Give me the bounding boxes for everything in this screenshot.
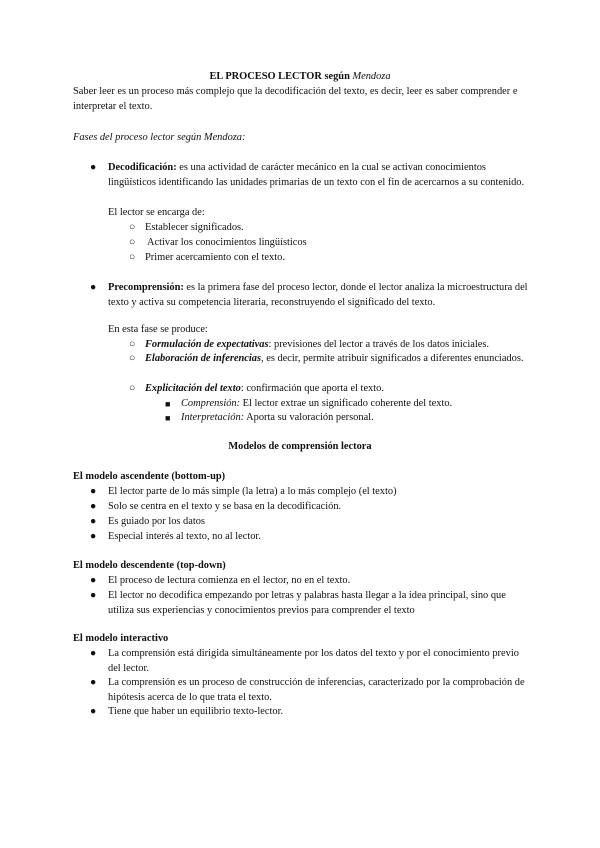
item-label: Elaboración de inferencias (145, 353, 262, 364)
bullet-icon: ● (90, 575, 97, 586)
circle-bullet-icon: ○ (129, 339, 136, 350)
circle-bullet-icon: ○ (129, 353, 136, 364)
intro-paragraph: Saber leer es un proceso más complejo que la decodificación del texto, es decir, leer es saber comprender e interpretar el texto. (73, 86, 518, 112)
list-item: Establecer significados. (145, 222, 244, 233)
descendente-heading: El modelo descendente (top-down) (73, 560, 226, 571)
item-text: : previsiones del lector a través de los datos iniciales. (268, 339, 489, 350)
list-item: Primer acercamiento con el texto. (145, 252, 285, 263)
decodificacion-lead: El lector se encarga de: (108, 207, 205, 218)
subitem-text: El lector extrae un significado coherente del texto. (240, 398, 453, 409)
square-bullet-icon: ■ (165, 399, 171, 409)
bullet-icon: ● (90, 648, 97, 659)
list-item: El lector no decodifica empezando por letras y palabras hasta llegar a la idea principal, sino que utiliza sus experiencias y conocimientos previos para comprender el texto (108, 590, 506, 616)
list-item (145, 351, 525, 366)
item-label: Explicitación del texto (145, 383, 241, 394)
title-italic: Mendoza (352, 71, 391, 82)
circle-bullet-icon: ○ (129, 383, 136, 394)
precomprension-label: Precomprensión: (108, 282, 184, 293)
list-item: El lector parte de lo más simple (la letra) a lo más complejo (el texto) (108, 486, 397, 497)
circle-bullet-icon: ○ (129, 237, 136, 248)
item-text: , es decir, permite atribuir significados a diferentes enunciados. (261, 353, 524, 364)
subitem-text: Aporta su valoración personal. (244, 412, 374, 423)
bullet-icon: ● (90, 486, 97, 497)
bullet-icon: ● (90, 677, 97, 688)
list-item: Tiene que haber un equilibrio texto-lector. (108, 706, 284, 717)
sub-list-item (181, 396, 521, 411)
bullet-icon: ● (90, 531, 97, 542)
item-text: : confirmación que aporta el texto. (240, 383, 384, 394)
phases-heading: Fases del proceso lector según Mendoza: (73, 132, 246, 143)
bullet-icon: ● (90, 516, 97, 527)
decodificacion-paragraph (108, 160, 528, 190)
bullet-icon: ● (90, 501, 97, 512)
models-heading: Modelos de comprensión lectora (228, 441, 372, 452)
bullet-icon: ● (90, 590, 97, 601)
title-bold-2: según (321, 71, 353, 82)
circle-bullet-icon: ○ (129, 252, 136, 263)
list-item: Es guiado por los datos (108, 516, 205, 527)
decodificacion-label: Decodificación: (108, 162, 177, 173)
list-item: Especial interés al texto, no al lector. (108, 531, 261, 542)
document-title (0, 69, 600, 84)
subitem-label: Comprensión: (181, 398, 241, 409)
circle-bullet-icon: ○ (129, 222, 136, 233)
bullet-icon: ● (90, 162, 97, 173)
interactivo-heading: El modelo interactivo (73, 633, 169, 644)
title-bold: EL PROCESO LECTOR (209, 71, 322, 82)
ascendente-heading: El modelo ascendente (bottom-up) (73, 471, 226, 482)
sub-list-item (181, 410, 521, 425)
list-item (145, 381, 525, 396)
list-item: La comprensión está dirigida simultáneamente por los datos del texto y por el conocimiento previo del lector. (108, 648, 519, 674)
subitem-label: Interpretación: (181, 412, 245, 423)
list-item: El proceso de lectura comienza en el lector, no en el texto. (108, 575, 351, 586)
list-item: Activar los conocimientos lingüísticos (145, 237, 307, 248)
list-item: Solo se centra en el texto y se basa en la decodificación. (108, 501, 342, 512)
bullet-icon: ● (90, 282, 97, 293)
item-label: Formulación de expectativas (145, 339, 269, 350)
list-item: La comprensión es un proceso de construcción de inferencias, caracterizado por la comprobación de hipótesis acerca de lo que trata el texto. (108, 677, 525, 703)
decodificacion-text: es una actividad de carácter mecánico en la cual se activan conocimientos lingüísticos identificando las unidades primarias de un texto con el fin de acercarnos a su contenido. (108, 162, 525, 188)
square-bullet-icon: ■ (165, 413, 171, 423)
precomprension-paragraph (108, 280, 528, 310)
precomprension-text: es la primera fase del proceso lector, donde el lector analiza la microestructura del texto y activa su competencia literaria, reconstruyendo el significado del texto. (108, 282, 528, 308)
precomprension-lead: En esta fase se produce: (108, 324, 208, 335)
list-item (145, 337, 525, 352)
bullet-icon: ● (90, 706, 97, 717)
